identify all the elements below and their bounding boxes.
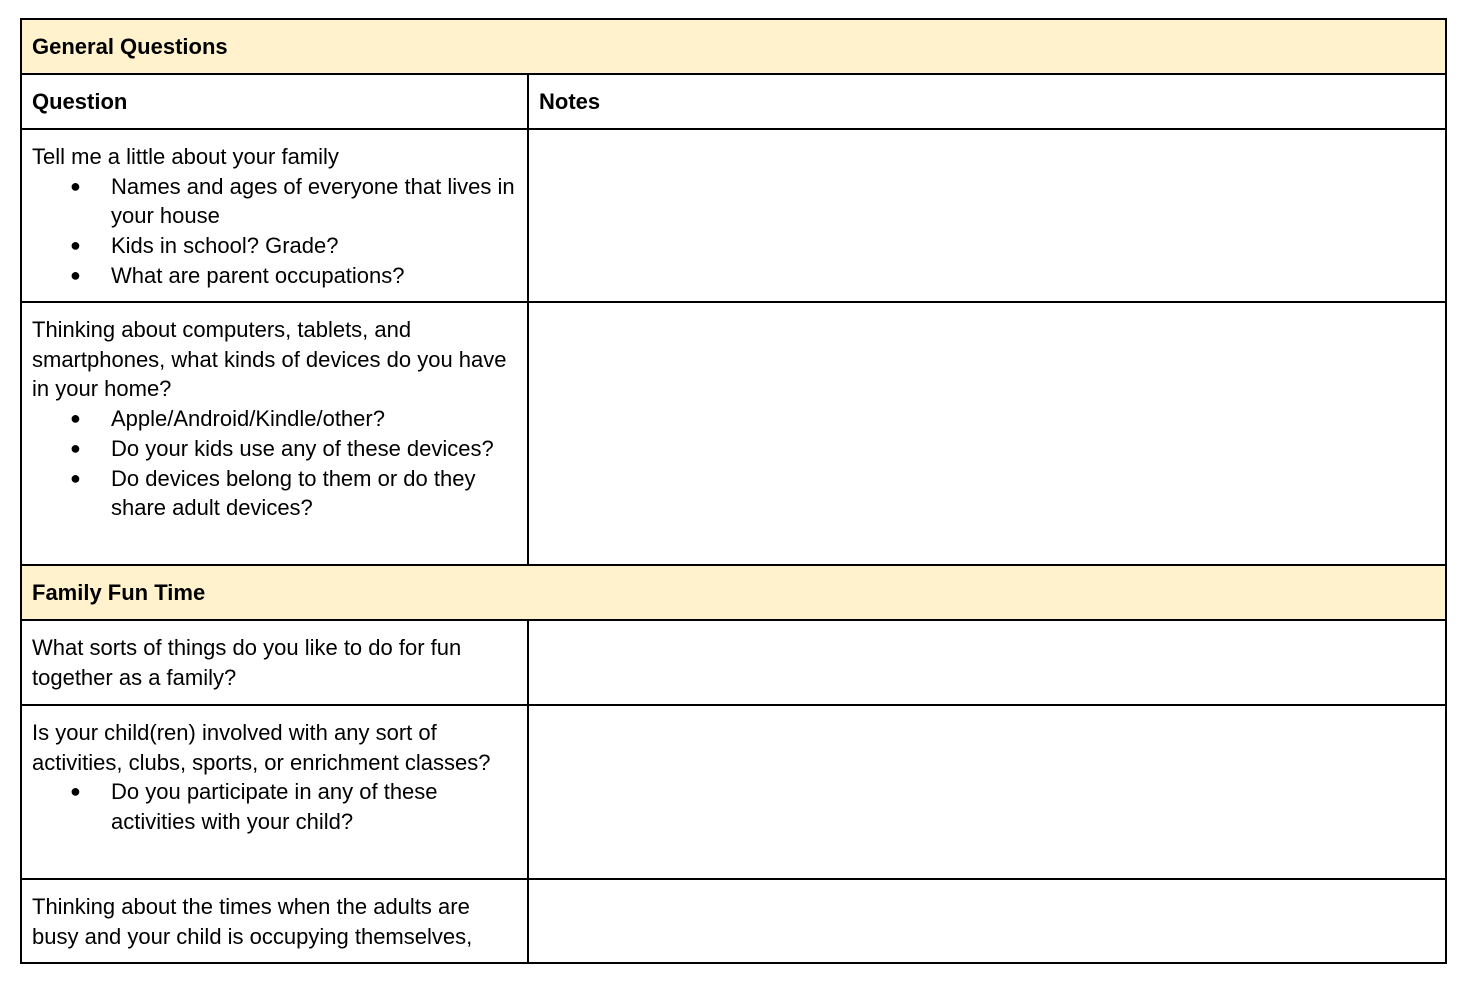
question-text: Thinking about the times when the adults are busy and your child is occupying themselves, [32, 894, 473, 949]
question-cell [21, 879, 528, 963]
question-text: Thinking about computers, tablets, and smartphones, what kinds of devices do you have in your home? [32, 317, 507, 402]
table-row [21, 129, 1446, 302]
section-header-family-fun [21, 565, 1446, 620]
list-item-text: What are parent occupations? [111, 262, 405, 288]
question-cell [21, 302, 528, 565]
list-item-text: Do you participate in any of these activities with your child? [111, 779, 438, 835]
bullet-icon: ● [70, 781, 81, 802]
column-header-notes: Notes [528, 74, 1446, 129]
table-row [21, 302, 1446, 565]
table-row [21, 620, 1446, 705]
list-item [32, 231, 517, 261]
question-cell [21, 705, 528, 879]
bullet-icon: ● [70, 467, 81, 488]
bullet-icon: ● [70, 408, 81, 429]
bullet-icon: ● [70, 175, 81, 196]
question-cell [21, 129, 528, 302]
sub-question-list [32, 777, 517, 836]
column-header-question: Question [21, 74, 528, 129]
list-item [32, 261, 517, 291]
notes-cell[interactable] [528, 129, 1446, 302]
notes-cell[interactable] [528, 705, 1446, 879]
section-header-general [21, 19, 1446, 74]
notes-cell[interactable] [528, 302, 1446, 565]
notes-cell[interactable] [528, 620, 1446, 705]
section-title-family-fun: Family Fun Time [21, 565, 1446, 620]
bullet-icon: ● [70, 235, 81, 256]
list-item [32, 464, 517, 523]
list-item [32, 777, 517, 836]
table-row [21, 879, 1446, 963]
sub-question-list [32, 404, 517, 523]
list-item [32, 404, 517, 434]
question-text: Tell me a little about your family [32, 144, 339, 169]
list-item [32, 434, 517, 464]
list-item-text: Apple/Android/Kindle/other? [111, 406, 385, 432]
column-header-row [21, 74, 1446, 129]
section-title-general: General Questions [21, 19, 1446, 74]
list-item-text: Kids in school? Grade? [111, 233, 339, 259]
list-item [32, 172, 517, 231]
question-text: Is your child(ren) involved with any sort of activities, clubs, sports, or enrichment classes? [32, 720, 491, 775]
list-item-text: Names and ages of everyone that lives in your house [111, 173, 515, 229]
table-row [21, 705, 1446, 879]
question-cell [21, 620, 528, 705]
bullet-icon: ● [70, 264, 81, 285]
list-item-text: Do your kids use any of these devices? [111, 435, 494, 461]
sub-question-list [32, 172, 517, 291]
bullet-icon: ● [70, 437, 81, 458]
interview-guide-table [20, 18, 1447, 964]
question-text: What sorts of things do you like to do for fun together as a family? [32, 635, 462, 690]
list-item-text: Do devices belong to them or do they share adult devices? [111, 465, 476, 521]
notes-cell[interactable] [528, 879, 1446, 963]
